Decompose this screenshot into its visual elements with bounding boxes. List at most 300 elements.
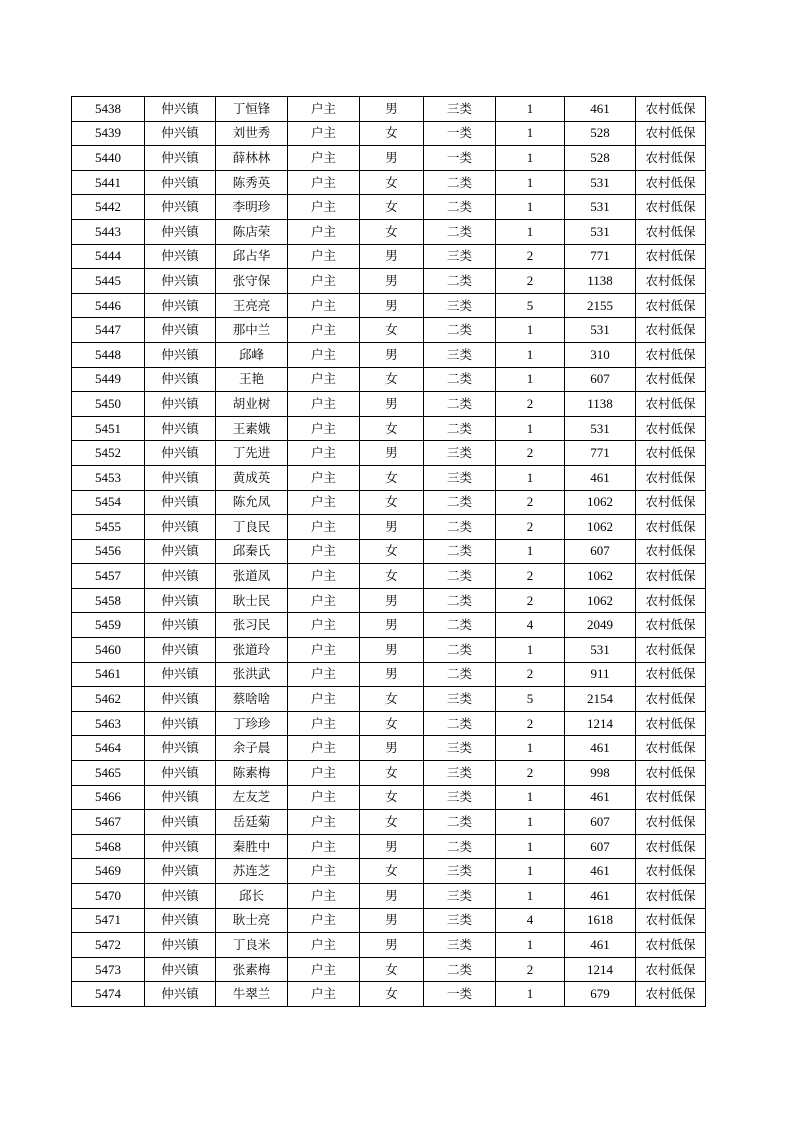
category-cell: 二类	[424, 588, 496, 613]
household-size-cell: 1	[496, 736, 565, 761]
gender-cell: 女	[360, 539, 424, 564]
amount-cell: 1062	[565, 515, 636, 540]
table-row	[72, 982, 706, 1007]
household-size-cell: 1	[496, 97, 565, 122]
town-cell: 仲兴镇	[145, 269, 216, 294]
town-cell: 仲兴镇	[145, 834, 216, 859]
gender-cell: 女	[360, 810, 424, 835]
gender-cell: 女	[360, 465, 424, 490]
table-row	[72, 490, 706, 515]
amount-cell: 1062	[565, 588, 636, 613]
name-cell: 陈秀英	[216, 170, 288, 195]
name-cell: 张道玲	[216, 638, 288, 663]
household-size-cell: 2	[496, 761, 565, 786]
serial-number-cell: 5455	[72, 515, 145, 540]
town-cell: 仲兴镇	[145, 884, 216, 909]
town-cell: 仲兴镇	[145, 293, 216, 318]
category-cell: 三类	[424, 785, 496, 810]
gender-cell: 女	[360, 711, 424, 736]
town-cell: 仲兴镇	[145, 564, 216, 589]
serial-number-cell: 5472	[72, 933, 145, 958]
relation-cell: 户主	[288, 367, 360, 392]
household-size-cell: 1	[496, 121, 565, 146]
household-size-cell: 1	[496, 195, 565, 220]
household-size-cell: 2	[496, 564, 565, 589]
name-cell: 丁良民	[216, 515, 288, 540]
name-cell: 耿士亮	[216, 908, 288, 933]
gender-cell: 男	[360, 834, 424, 859]
category-cell: 二类	[424, 539, 496, 564]
gender-cell: 男	[360, 441, 424, 466]
serial-number-cell: 5441	[72, 170, 145, 195]
relation-cell: 户主	[288, 687, 360, 712]
amount-cell: 310	[565, 342, 636, 367]
relation-cell: 户主	[288, 342, 360, 367]
name-cell: 邱长	[216, 884, 288, 909]
serial-number-cell: 5456	[72, 539, 145, 564]
serial-number-cell: 5453	[72, 465, 145, 490]
category-cell: 三类	[424, 293, 496, 318]
town-cell: 仲兴镇	[145, 761, 216, 786]
relation-cell: 户主	[288, 244, 360, 269]
category-cell: 二类	[424, 957, 496, 982]
name-cell: 苏连芝	[216, 859, 288, 884]
gender-cell: 男	[360, 342, 424, 367]
household-size-cell: 2	[496, 269, 565, 294]
assistance-type-cell: 农村低保	[636, 342, 706, 367]
household-size-cell: 4	[496, 908, 565, 933]
category-cell: 二类	[424, 170, 496, 195]
serial-number-cell: 5451	[72, 416, 145, 441]
town-cell: 仲兴镇	[145, 982, 216, 1007]
table-row	[72, 859, 706, 884]
household-size-cell: 2	[496, 588, 565, 613]
table-row	[72, 638, 706, 663]
name-cell: 邱峰	[216, 342, 288, 367]
assistance-type-cell: 农村低保	[636, 269, 706, 294]
relation-cell: 户主	[288, 785, 360, 810]
category-cell: 二类	[424, 416, 496, 441]
town-cell: 仲兴镇	[145, 933, 216, 958]
category-cell: 三类	[424, 97, 496, 122]
category-cell: 二类	[424, 810, 496, 835]
assistance-type-cell: 农村低保	[636, 638, 706, 663]
household-size-cell: 1	[496, 933, 565, 958]
name-cell: 陈素梅	[216, 761, 288, 786]
household-size-cell: 1	[496, 367, 565, 392]
name-cell: 邱占华	[216, 244, 288, 269]
table-row	[72, 785, 706, 810]
town-cell: 仲兴镇	[145, 908, 216, 933]
assistance-type-cell: 农村低保	[636, 318, 706, 343]
serial-number-cell: 5454	[72, 490, 145, 515]
name-cell: 张素梅	[216, 957, 288, 982]
town-cell: 仲兴镇	[145, 465, 216, 490]
relation-cell: 户主	[288, 219, 360, 244]
gender-cell: 女	[360, 195, 424, 220]
amount-cell: 771	[565, 441, 636, 466]
gender-cell: 女	[360, 761, 424, 786]
assistance-type-cell: 农村低保	[636, 834, 706, 859]
name-cell: 张洪武	[216, 662, 288, 687]
household-size-cell: 1	[496, 982, 565, 1007]
table-row	[72, 834, 706, 859]
town-cell: 仲兴镇	[145, 170, 216, 195]
town-cell: 仲兴镇	[145, 490, 216, 515]
name-cell: 张习民	[216, 613, 288, 638]
name-cell: 余子晨	[216, 736, 288, 761]
gender-cell: 女	[360, 121, 424, 146]
assistance-type-cell: 农村低保	[636, 613, 706, 638]
category-cell: 二类	[424, 269, 496, 294]
category-cell: 二类	[424, 834, 496, 859]
serial-number-cell: 5471	[72, 908, 145, 933]
table-row	[72, 662, 706, 687]
table-row	[72, 416, 706, 441]
assistance-type-cell: 农村低保	[636, 195, 706, 220]
category-cell: 三类	[424, 908, 496, 933]
relation-cell: 户主	[288, 515, 360, 540]
relation-cell: 户主	[288, 195, 360, 220]
household-size-cell: 5	[496, 687, 565, 712]
household-size-cell: 1	[496, 342, 565, 367]
name-cell: 王亮亮	[216, 293, 288, 318]
serial-number-cell: 5447	[72, 318, 145, 343]
serial-number-cell: 5464	[72, 736, 145, 761]
name-cell: 丁珍珍	[216, 711, 288, 736]
serial-number-cell: 5458	[72, 588, 145, 613]
amount-cell: 461	[565, 785, 636, 810]
household-size-cell: 2	[496, 244, 565, 269]
category-cell: 二类	[424, 367, 496, 392]
category-cell: 二类	[424, 490, 496, 515]
name-cell: 左友芝	[216, 785, 288, 810]
serial-number-cell: 5463	[72, 711, 145, 736]
category-cell: 三类	[424, 736, 496, 761]
gender-cell: 男	[360, 146, 424, 171]
table-row	[72, 293, 706, 318]
name-cell: 岳廷菊	[216, 810, 288, 835]
category-cell: 一类	[424, 982, 496, 1007]
relation-cell: 户主	[288, 170, 360, 195]
serial-number-cell: 5468	[72, 834, 145, 859]
table-row	[72, 465, 706, 490]
serial-number-cell: 5446	[72, 293, 145, 318]
gender-cell: 男	[360, 269, 424, 294]
assistance-type-cell: 农村低保	[636, 170, 706, 195]
household-size-cell: 1	[496, 465, 565, 490]
assistance-type-cell: 农村低保	[636, 219, 706, 244]
category-cell: 三类	[424, 465, 496, 490]
relation-cell: 户主	[288, 416, 360, 441]
relation-cell: 户主	[288, 490, 360, 515]
amount-cell: 2154	[565, 687, 636, 712]
table-row	[72, 908, 706, 933]
amount-cell: 911	[565, 662, 636, 687]
household-size-cell: 1	[496, 416, 565, 441]
town-cell: 仲兴镇	[145, 539, 216, 564]
serial-number-cell: 5473	[72, 957, 145, 982]
town-cell: 仲兴镇	[145, 441, 216, 466]
table-row	[72, 244, 706, 269]
category-cell: 二类	[424, 318, 496, 343]
gender-cell: 女	[360, 318, 424, 343]
serial-number-cell: 5462	[72, 687, 145, 712]
name-cell: 牛翠兰	[216, 982, 288, 1007]
gender-cell: 女	[360, 219, 424, 244]
table-row	[72, 539, 706, 564]
serial-number-cell: 5459	[72, 613, 145, 638]
category-cell: 二类	[424, 662, 496, 687]
table-row	[72, 392, 706, 417]
household-size-cell: 1	[496, 859, 565, 884]
category-cell: 二类	[424, 392, 496, 417]
gender-cell: 男	[360, 908, 424, 933]
assistance-type-cell: 农村低保	[636, 761, 706, 786]
amount-cell: 461	[565, 933, 636, 958]
assistance-table	[71, 96, 706, 1007]
amount-cell: 679	[565, 982, 636, 1007]
relation-cell: 户主	[288, 465, 360, 490]
assistance-type-cell: 农村低保	[636, 982, 706, 1007]
name-cell: 王素娥	[216, 416, 288, 441]
amount-cell: 998	[565, 761, 636, 786]
assistance-type-cell: 农村低保	[636, 810, 706, 835]
serial-number-cell: 5470	[72, 884, 145, 909]
household-size-cell: 1	[496, 810, 565, 835]
town-cell: 仲兴镇	[145, 711, 216, 736]
amount-cell: 461	[565, 736, 636, 761]
table-row	[72, 318, 706, 343]
amount-cell: 607	[565, 834, 636, 859]
relation-cell: 户主	[288, 318, 360, 343]
assistance-type-cell: 农村低保	[636, 416, 706, 441]
table-row	[72, 269, 706, 294]
table-row	[72, 687, 706, 712]
category-cell: 二类	[424, 515, 496, 540]
assistance-type-cell: 农村低保	[636, 146, 706, 171]
amount-cell: 528	[565, 121, 636, 146]
household-size-cell: 5	[496, 293, 565, 318]
household-size-cell: 2	[496, 392, 565, 417]
serial-number-cell: 5466	[72, 785, 145, 810]
gender-cell: 男	[360, 244, 424, 269]
town-cell: 仲兴镇	[145, 638, 216, 663]
category-cell: 三类	[424, 244, 496, 269]
table-row	[72, 810, 706, 835]
town-cell: 仲兴镇	[145, 957, 216, 982]
relation-cell: 户主	[288, 613, 360, 638]
relation-cell: 户主	[288, 982, 360, 1007]
town-cell: 仲兴镇	[145, 416, 216, 441]
amount-cell: 2049	[565, 613, 636, 638]
table-row	[72, 761, 706, 786]
town-cell: 仲兴镇	[145, 515, 216, 540]
table-row	[72, 736, 706, 761]
table-row	[72, 170, 706, 195]
amount-cell: 461	[565, 859, 636, 884]
name-cell: 陈店荣	[216, 219, 288, 244]
assistance-type-cell: 农村低保	[636, 465, 706, 490]
gender-cell: 男	[360, 613, 424, 638]
category-cell: 二类	[424, 195, 496, 220]
amount-cell: 607	[565, 367, 636, 392]
name-cell: 秦胜中	[216, 834, 288, 859]
table-row	[72, 367, 706, 392]
gender-cell: 男	[360, 736, 424, 761]
category-cell: 三类	[424, 884, 496, 909]
gender-cell: 男	[360, 293, 424, 318]
relation-cell: 户主	[288, 933, 360, 958]
gender-cell: 女	[360, 687, 424, 712]
household-size-cell: 2	[496, 957, 565, 982]
amount-cell: 1138	[565, 392, 636, 417]
name-cell: 李明珍	[216, 195, 288, 220]
serial-number-cell: 5474	[72, 982, 145, 1007]
town-cell: 仲兴镇	[145, 195, 216, 220]
assistance-type-cell: 农村低保	[636, 687, 706, 712]
town-cell: 仲兴镇	[145, 392, 216, 417]
gender-cell: 女	[360, 416, 424, 441]
serial-number-cell: 5469	[72, 859, 145, 884]
assistance-type-cell: 农村低保	[636, 785, 706, 810]
serial-number-cell: 5450	[72, 392, 145, 417]
household-size-cell: 2	[496, 490, 565, 515]
gender-cell: 男	[360, 884, 424, 909]
relation-cell: 户主	[288, 957, 360, 982]
table-row	[72, 711, 706, 736]
table-row	[72, 441, 706, 466]
name-cell: 陈允凤	[216, 490, 288, 515]
household-size-cell: 2	[496, 662, 565, 687]
assistance-type-cell: 农村低保	[636, 97, 706, 122]
name-cell: 丁先进	[216, 441, 288, 466]
gender-cell: 女	[360, 785, 424, 810]
relation-cell: 户主	[288, 662, 360, 687]
table-row	[72, 588, 706, 613]
table-row	[72, 564, 706, 589]
town-cell: 仲兴镇	[145, 785, 216, 810]
serial-number-cell: 5443	[72, 219, 145, 244]
category-cell: 二类	[424, 613, 496, 638]
town-cell: 仲兴镇	[145, 810, 216, 835]
category-cell: 三类	[424, 687, 496, 712]
serial-number-cell: 5452	[72, 441, 145, 466]
serial-number-cell: 5438	[72, 97, 145, 122]
household-size-cell: 2	[496, 711, 565, 736]
assistance-type-cell: 农村低保	[636, 957, 706, 982]
town-cell: 仲兴镇	[145, 367, 216, 392]
category-cell: 二类	[424, 219, 496, 244]
amount-cell: 531	[565, 416, 636, 441]
relation-cell: 户主	[288, 97, 360, 122]
town-cell: 仲兴镇	[145, 146, 216, 171]
category-cell: 三类	[424, 441, 496, 466]
category-cell: 二类	[424, 711, 496, 736]
assistance-type-cell: 农村低保	[636, 121, 706, 146]
table-row	[72, 121, 706, 146]
relation-cell: 户主	[288, 588, 360, 613]
name-cell: 耿士民	[216, 588, 288, 613]
serial-number-cell: 5467	[72, 810, 145, 835]
relation-cell: 户主	[288, 293, 360, 318]
household-size-cell: 1	[496, 219, 565, 244]
category-cell: 三类	[424, 859, 496, 884]
amount-cell: 607	[565, 810, 636, 835]
amount-cell: 1618	[565, 908, 636, 933]
amount-cell: 1138	[565, 269, 636, 294]
serial-number-cell: 5444	[72, 244, 145, 269]
amount-cell: 531	[565, 195, 636, 220]
assistance-type-cell: 农村低保	[636, 564, 706, 589]
assistance-type-cell: 农村低保	[636, 736, 706, 761]
gender-cell: 男	[360, 392, 424, 417]
gender-cell: 女	[360, 490, 424, 515]
amount-cell: 531	[565, 318, 636, 343]
household-size-cell: 1	[496, 638, 565, 663]
assistance-type-cell: 农村低保	[636, 884, 706, 909]
amount-cell: 461	[565, 465, 636, 490]
relation-cell: 户主	[288, 908, 360, 933]
household-size-cell: 1	[496, 785, 565, 810]
amount-cell: 528	[565, 146, 636, 171]
serial-number-cell: 5457	[72, 564, 145, 589]
household-size-cell: 1	[496, 318, 565, 343]
category-cell: 三类	[424, 761, 496, 786]
relation-cell: 户主	[288, 884, 360, 909]
name-cell: 丁恒锋	[216, 97, 288, 122]
town-cell: 仲兴镇	[145, 219, 216, 244]
relation-cell: 户主	[288, 761, 360, 786]
name-cell: 那中兰	[216, 318, 288, 343]
town-cell: 仲兴镇	[145, 342, 216, 367]
gender-cell: 女	[360, 957, 424, 982]
town-cell: 仲兴镇	[145, 859, 216, 884]
household-size-cell: 1	[496, 170, 565, 195]
name-cell: 王艳	[216, 367, 288, 392]
town-cell: 仲兴镇	[145, 736, 216, 761]
relation-cell: 户主	[288, 121, 360, 146]
table-row	[72, 957, 706, 982]
serial-number-cell: 5465	[72, 761, 145, 786]
relation-cell: 户主	[288, 564, 360, 589]
relation-cell: 户主	[288, 638, 360, 663]
gender-cell: 男	[360, 515, 424, 540]
gender-cell: 男	[360, 588, 424, 613]
assistance-type-cell: 农村低保	[636, 588, 706, 613]
relation-cell: 户主	[288, 810, 360, 835]
relation-cell: 户主	[288, 392, 360, 417]
relation-cell: 户主	[288, 441, 360, 466]
table-body	[72, 97, 706, 1007]
name-cell: 黄成英	[216, 465, 288, 490]
name-cell: 张守保	[216, 269, 288, 294]
serial-number-cell: 5461	[72, 662, 145, 687]
table-row	[72, 613, 706, 638]
serial-number-cell: 5440	[72, 146, 145, 171]
household-size-cell: 1	[496, 834, 565, 859]
table-row	[72, 884, 706, 909]
gender-cell: 男	[360, 638, 424, 663]
gender-cell: 女	[360, 564, 424, 589]
relation-cell: 户主	[288, 711, 360, 736]
town-cell: 仲兴镇	[145, 588, 216, 613]
serial-number-cell: 5448	[72, 342, 145, 367]
town-cell: 仲兴镇	[145, 121, 216, 146]
name-cell: 邱秦氏	[216, 539, 288, 564]
table-row	[72, 342, 706, 367]
category-cell: 三类	[424, 342, 496, 367]
